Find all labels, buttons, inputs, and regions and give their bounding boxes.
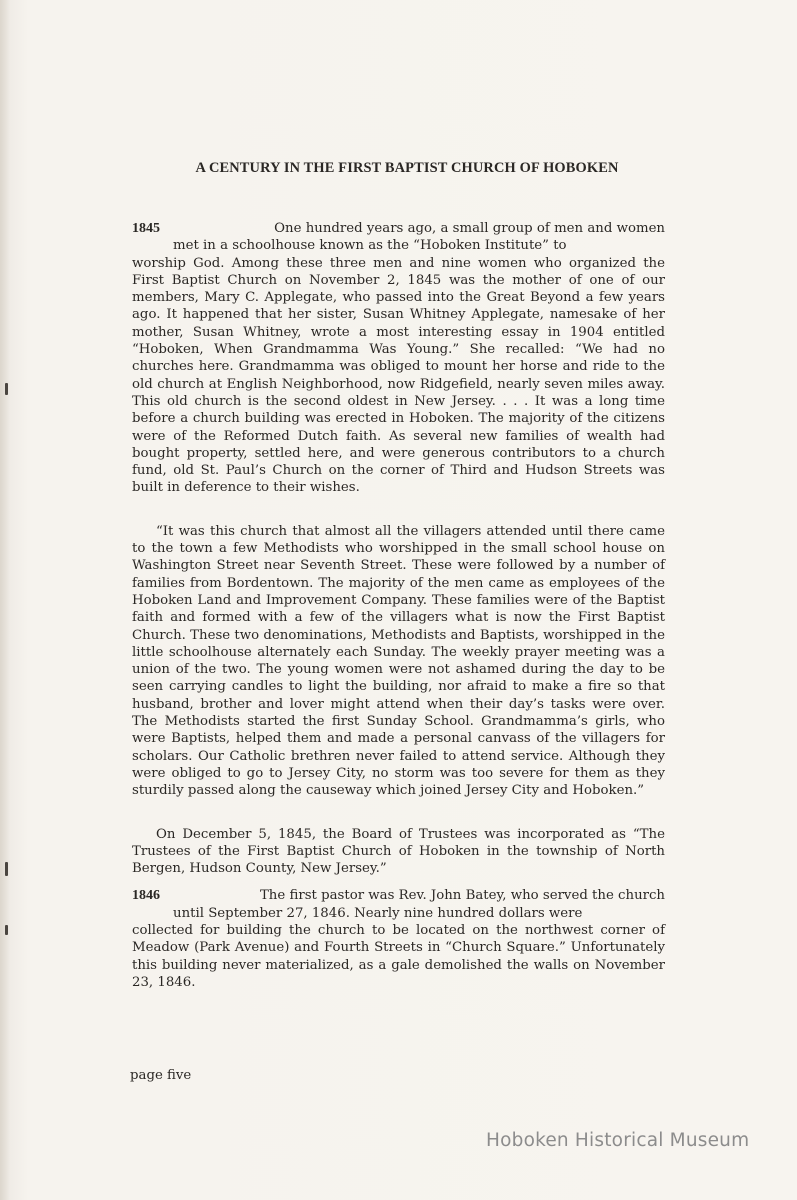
paragraph-quote: “It was this church that almost all the villagers attended until there came to the town a few Methodists who worshipped in the small school house on Washington Street near Seventh Street. These were followed by a number of families from Bordentown. The majority of the men came as employees of the Hoboken Land and Improvement Company. These families were of the Baptist faith and formed with a few of the villagers what is now the First Baptist Church. These two denominations, Methodists and Baptists, worshipped in the little schoolhouse alternately each Sunday. The weekly prayer meeting was a union of the two. The young women were not ashamed during the day to be seen carrying candles to light the building, nor afraid to make a fire so that husband, brother and lover might attend when their day’s tasks were over. The Methodists started the first Sunday School. Grandmamma’s girls, who were Baptists, helped them and made a personal canvass of the villagers for scholars. Our Catholic brethren never failed to attend service. Although they were obliged to go to Jersey City, no storm was too severe for them as they sturdily passed along the causeway which joined Jersey City and Hoboken.” — [132, 523, 665, 799]
first-line — [132, 220, 665, 237]
paragraph-text: collected for building the church to be located on the northwest corner of Meadow (Park Avenue) and Fourth Streets in “Church Square.” Unfortunately this building never materialized, as a gale demolished the walls on November 23, 1846. — [132, 922, 665, 990]
line-text: met in a schoolhouse known as the “Hoboken Institute” to — [173, 238, 567, 254]
page-title: A CENTURY IN THE FIRST BAPTIST CHURCH OF HOBOKEN — [195, 160, 619, 176]
year-heading-1846: 1846 — [132, 888, 160, 904]
line-text: until September 27, 1846. Nearly nine hundred dollars were — [173, 905, 583, 921]
article-body — [132, 220, 665, 991]
museum-watermark: Hoboken Historical Museum — [486, 1130, 750, 1151]
paragraph-text: worship God. Among these three men and nine women who organized the First Baptist Church on November 2, 1845 was the mother of one of our members, Mary C. Applegate, who passed into the Great Beyond a few years ago. It happened that her sister, Susan Whitney Applegate, namesake of her mother, Susan Whitney, wrote a most interesting essay in 1904 entitled “Hoboken, When Grandmamma Was Young.” She recalled: “We had no churches here. Grandmamma was obliged to mount her horse and ride to the old church at English Neighborhood, now Ridgefield, nearly seven miles away. This old church is the second oldest in New Jersey. . . . It was a long time before a church building was erected in Hoboken. The majority of the citizens were of the Reformed Dutch faith. As several new families of wealth had bought property, settled here, and were generous contributors to a church fund, old St. Paul’s Church on the corner of Third and Hudson Streets was built in deference to their wishes. — [132, 255, 665, 496]
binding-mark — [5, 925, 8, 935]
binding-mark — [5, 862, 8, 876]
year-heading-1845: 1845 — [132, 221, 160, 236]
line-text: The first pastor was Rev. John Batey, who served the church — [259, 888, 665, 904]
page-edge-shadow — [0, 0, 10, 1200]
line-text: One hundred years ago, a small group of men and women — [274, 221, 665, 236]
paragraph-1845 — [132, 220, 665, 497]
paragraph-1846 — [132, 887, 665, 991]
first-line — [132, 887, 665, 904]
paragraph-trustees: On December 5, 1845, the Board of Trustees was incorporated as “The Trustees of the First Baptist Church of Hoboken in the township of North Bergen, Hudson County, New Jersey.” — [132, 826, 665, 877]
binding-mark — [5, 383, 8, 395]
page-number: page five — [130, 1068, 192, 1083]
